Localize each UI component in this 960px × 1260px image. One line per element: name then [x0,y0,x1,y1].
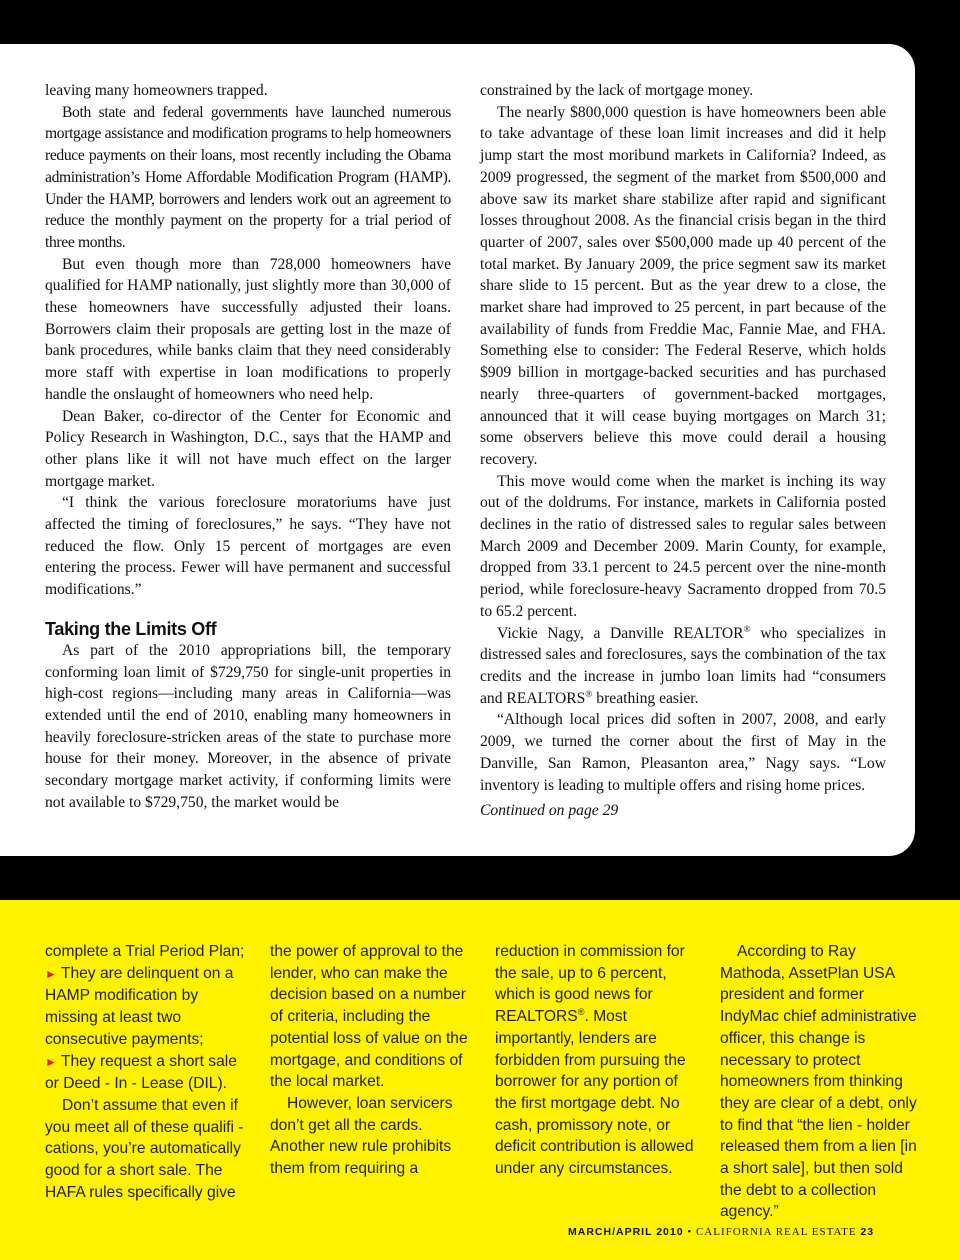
paragraph: As part of the 2010 appropriations bill, the temporary conforming loan limit of $729,750 for single-unit properties in high-cost regions—including many areas in California—was extended until the end of 2010, enabling many homeowners in heavily foreclosure-stricken areas of the state to purchase more house for their money. Moreover, in the absence of private secondary mortgage market activity, if conforming limits were not available to $729,750, the market would be [45,641,451,811]
paragraph: “I think the various foreclosure moratoriums have just affected the timing of foreclosures,” he says. “They have not reduced the flow. Only 15 percent of mortgages are even entering the process. Fewer will have permanent and successful modifications.” [45,494,451,599]
triangle-bullet-icon: ► [45,1054,57,1069]
paragraph: “Although local prices did soften in 2007, 2008, and early 2009, we turned the corner about the first of May in the Danville, San Ramon, Pleasanton area,” Nagy says. “Low inventory is leading to multiple offers and rising home prices. [480,711,886,794]
text-run: who specializes in distressed sales and foreclosures, says the combination of the tax credits and the increase in jumbo loan limits had “consumers and REALTORS [480,624,887,707]
paragraph: The nearly $800,000 question is have homeowners been able to take advantage of these loan limit increases and did it help jump start the most moribund markets in California? Indeed, as 2009 progressed, the segment of the market from $500,000 and above saw its market share stabilize after rapid and significant losses throughout 2008. As the financial crisis began in the third quarter of 2007, sales over $500,000 made up 40 percent of the total market. By January 2009, the price segment saw its market share slide to 15 percent. But as the year drew to a close, the market share had improved to 25 percent, in part because of the availability of funds from Freddie Mac, Fannie Mae, and FHA. Something else to consider: The Federal Reserve, which holds $909 billion in mortgage-backed securities and has purchased nearly three-quarters of government-backed mortgages, announced that it will cease buying mortgages on March 31; some observers believe this move could derail a housing recovery. [480,103,886,468]
paragraph: leaving many homeowners trapped. [45,82,268,99]
bullet-text: They request a short sale or Deed - In - Lease (DIL). [45,1052,237,1093]
bullet-text: They are delinquent on a HAMP modification by missing at least two consecutive payments; [45,964,234,1048]
sidebar-bullet-item [45,1051,245,1095]
sidebar-text [495,941,695,1180]
paragraph: Both state and federal governments have launched numerous mortgage assistance and modification programs to help homeowners reduce payments on their loans, most recently including the Obama administration’s Home Affordable Modification Program (HAMP). Under the HAMP, borrowers and lenders work out an agreement to reduce the monthly payment on the property for a trial period of three months. [45,103,451,251]
sidebar-column-1 [45,941,245,1203]
sidebar-text: However, loan servicers don’t get all the cards. Another new rule prohibits them from requiring a [270,1094,453,1178]
footer-bullet: • [687,1226,693,1238]
section-heading: Taking the Limits Off [45,618,217,639]
paragraph [480,623,886,710]
paragraph: This move would come when the market is inching its way out of the doldrums. For instance, markets in California posted declines in the ratio of distressed sales to regular sales between March 2009 and December 2009. Marin County, for example, dropped from 33.1 percent to 24.5 percent over the nine-month period, while foreclosure-heavy Sacramento dropped from 70.5 to 65.2 percent. [480,472,886,620]
issue-date: MARCH/APRIL 2010 [568,1226,684,1238]
registered-mark: ® [743,624,751,635]
sidebar-column-2 [270,941,470,1180]
registered-mark: ® [585,689,593,700]
registered-mark: ® [577,1006,585,1017]
article-left-column [45,80,451,814]
sidebar-text: According to Ray Mathoda, AssetPlan USA president and former IndyMac chief administrative officer, this change is necessary to protect homeowners from thinking they are clear of a debt, only to find that “the lien - holder released them from a lien [in a short sale], but then sold the debt to a collection agency.” [720,943,917,1221]
text-run: . Most importantly, lenders are forbidden from pursuing the borrower for any portion of the first mortgage debt. No cash, promissory note, or deficit contribution is allowed under any circumstances. [495,1008,694,1178]
sidebar-text: the power of approval to the lender, who can make the decision based on a number of criteria, including the potential loss of value on the mortgage, and conditions of the local market. [270,943,468,1091]
paragraph: But even though more than 728,000 homeowners have qualified for HAMP nationally, just slightly more than 30,000 of these homeowners have successfully adjusted their loans. Borrowers claim their proposals are getting lost in the maze of bank procedures, while banks claim that they need considerably more staff with expertise in loan modifications to properly handle the onslaught of homeowners who need help. [45,255,451,403]
article-right-column [480,80,886,822]
page-footer [568,1226,928,1238]
publication-name: CALIFORNIA REAL ESTATE [695,1226,857,1238]
text-run: reduction in commission for the sale, up to 6 percent, which is good news for REALTORS [495,943,685,1026]
text-run: breathing easier. [592,689,699,707]
sidebar-column-4 [720,941,920,1223]
paragraph: Dean Baker, co-director of the Center for Economic and Policy Research in Washington, D.C., says that the HAMP and other plans like it will not have much effect on the larger mortgage market. [45,407,451,490]
sidebar-column-3 [495,941,695,1180]
triangle-bullet-icon: ► [45,966,57,981]
paragraph: constrained by the lack of mortgage money. [480,82,754,99]
sidebar-text: Don’t assume that even if you meet all of these qualifi - cations, you’re automatically good for a short sale. The HAFA rules specifically give [45,1096,244,1201]
continued-link[interactable]: Continued on page 29 [480,802,619,820]
sidebar-bullet-item [45,963,245,1051]
sidebar-text: complete a Trial Period Plan; [45,943,245,960]
page-number: 23 [860,1226,875,1238]
text-run: Vickie Nagy, a Danville REALTOR [497,624,744,642]
